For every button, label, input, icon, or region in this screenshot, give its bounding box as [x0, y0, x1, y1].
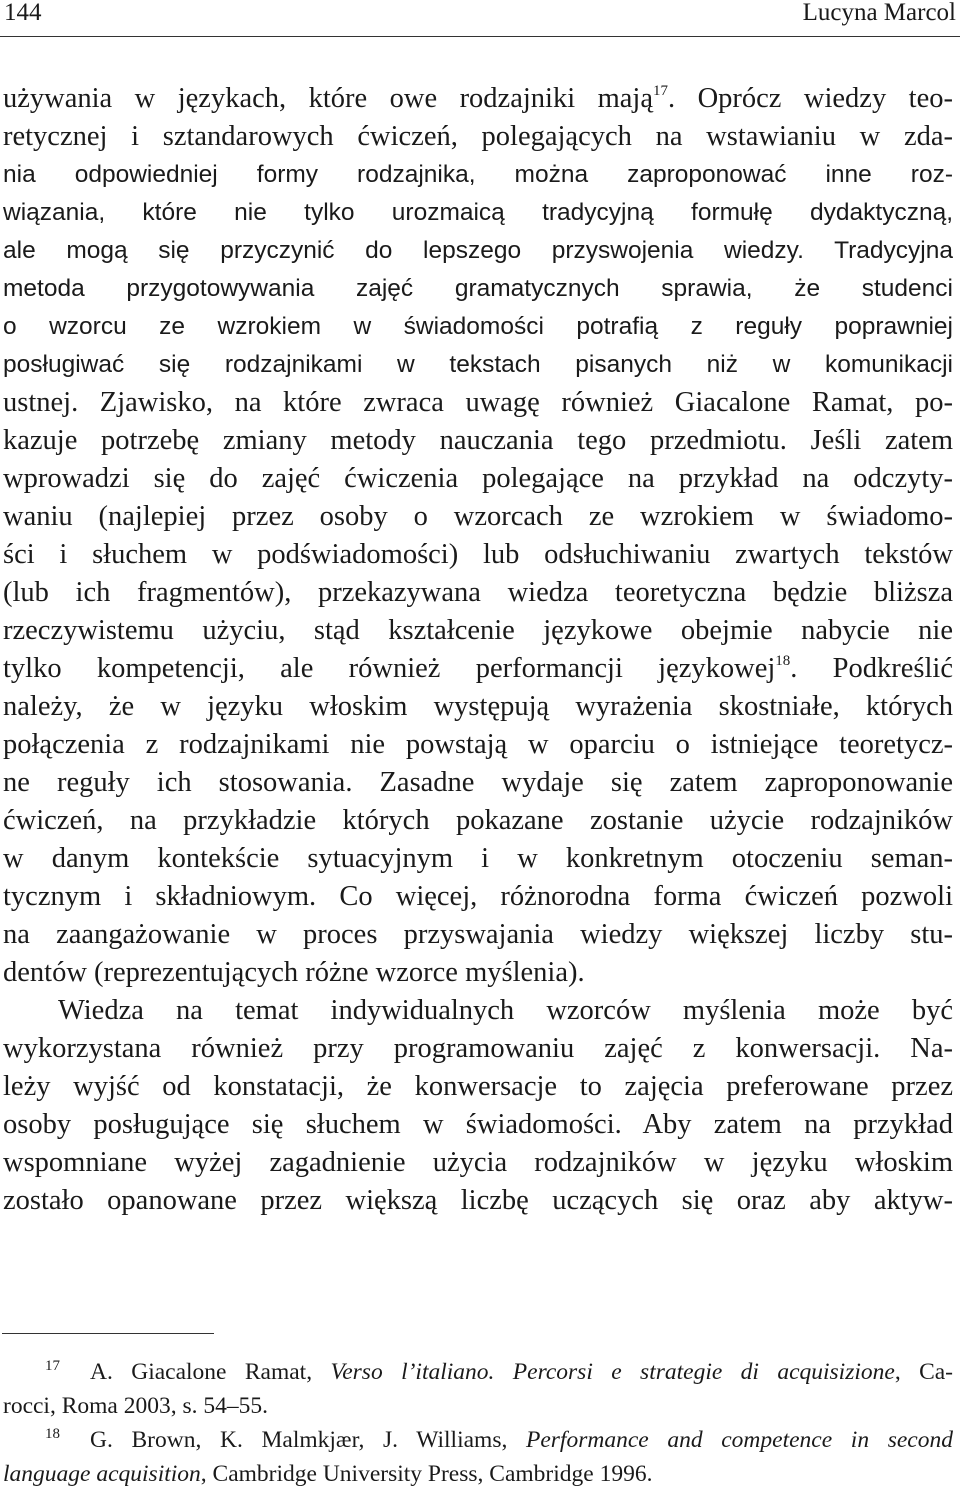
text-run: . Podkreślić — [790, 653, 953, 684]
text-line — [3, 194, 953, 232]
text-run: ści i słuchem w podświadomości) lub odsłuchiwaniu zwartych tekstów — [3, 539, 953, 570]
footnote-ref: 18 — [775, 653, 791, 669]
header-rule — [0, 36, 960, 37]
footnote-number: 18 — [45, 1426, 60, 1442]
running-head-author: Lucyna Marcol — [802, 0, 956, 26]
text-run: kazuje potrzebę zmiany metody nauczania tego przedmiotu. Jeśli zatem — [3, 425, 953, 456]
text-line — [3, 650, 953, 688]
footnote-title: Verso l’italiano. Percorsi e strategie di acquisizione — [330, 1359, 895, 1385]
text-run: waniu (najlepiej przez osoby o wzorcach ze wzrokiem w świadomo- — [3, 501, 953, 532]
footnote-line — [3, 1389, 953, 1423]
text-line — [3, 1106, 953, 1144]
text-run: . Oprócz wiedzy teo- — [667, 83, 953, 114]
text-run: osoby posługujące się słuchem w świadomości. Aby zatem na przykład — [3, 1109, 953, 1140]
footnote-rule — [2, 1333, 214, 1334]
text-run: nia odpowiedniej formy rodzajnika, można zaproponować inne roz- — [3, 161, 953, 188]
text-line — [3, 498, 953, 536]
footnote-line — [3, 1355, 953, 1389]
text-run: należy, że w języku włoskim występują wyrażenia skostniałe, których — [3, 691, 953, 722]
text-line — [3, 308, 953, 346]
text-line — [3, 878, 953, 916]
text-line — [3, 384, 953, 422]
running-head — [4, 0, 956, 34]
text-line — [3, 574, 953, 612]
text-line — [3, 156, 953, 194]
footnotes — [3, 1355, 953, 1491]
text-run: tylko kompetencji, ale również performancji językowej — [3, 653, 776, 684]
text-line — [3, 270, 953, 308]
text-line — [3, 802, 953, 840]
text-line — [3, 460, 953, 498]
text-run: na zaangażowanie w proces przyswajania wiedzy większej liczby stu- — [3, 919, 953, 950]
text-line — [3, 422, 953, 460]
footnote-text: rocci, Roma 2003, s. 54–55. — [3, 1393, 268, 1419]
body-text — [3, 80, 953, 1220]
footnote-title: Performance and competence in second — [526, 1427, 953, 1453]
text-line — [3, 612, 953, 650]
text-run: retycznej i sztandarowych ćwiczeń, polegających na wstawianiu w zda- — [3, 121, 953, 152]
text-run: wykorzystana również przy programowaniu zajęć z konwersacji. Na- — [3, 1033, 953, 1064]
text-run: połączenia z rodzajnikami nie powstają w oparciu o istniejące teoretycz- — [3, 729, 953, 760]
text-run: Wiedza na temat indywidualnych wzorców myślenia może być — [58, 995, 953, 1026]
footnote-text: G. Brown, K. Malmkjær, J. Williams, — [90, 1427, 526, 1453]
text-line — [3, 1144, 953, 1182]
paragraph — [3, 992, 953, 1220]
text-line — [3, 1030, 953, 1068]
text-run: o wzorcu ze wzrokiem w świadomości potrafią z reguły poprawniej — [3, 313, 953, 340]
text-line — [3, 346, 953, 384]
text-line — [3, 916, 953, 954]
footnote-line — [3, 1457, 953, 1491]
text-line — [3, 840, 953, 878]
text-run: używania w językach, które owe rodzajniki mają — [3, 83, 653, 114]
footnote-text: A. Giacalone Ramat, — [90, 1359, 331, 1385]
text-run: rzeczywistemu użyciu, stąd kształcenie językowe obejmie nabycie nie — [3, 615, 953, 646]
text-run: ne reguły ich stosowania. Zasadne wydaje się zatem zaproponowanie — [3, 767, 953, 798]
text-run: metoda przygotowywania zajęć gramatycznych sprawia, że studenci — [3, 275, 953, 302]
text-line — [3, 954, 953, 992]
text-run: ćwiczeń, na przykładzie których pokazane zostanie użycie rodzajników — [3, 805, 953, 836]
footnote-title: language acquisition — [3, 1461, 201, 1487]
text-line — [3, 1068, 953, 1106]
footnote-text: , Cambridge University Press, Cambridge 1996. — [200, 1461, 653, 1487]
text-line — [3, 1182, 953, 1220]
text-run: zostało opanowane przez większą liczbę uczących się oraz aby aktyw- — [3, 1185, 953, 1216]
text-run: tycznym i składniowym. Co więcej, różnorodna forma ćwiczeń pozwoli — [3, 881, 953, 912]
text-run: wspomniane wyżej zagadnienie użycia rodzajników w języku włoskim — [3, 1147, 953, 1178]
text-line — [3, 232, 953, 270]
text-run: leży wyjść od konstatacji, że konwersacje to zajęcia preferowane przez — [3, 1071, 953, 1102]
text-run: (lub ich fragmentów), przekazywana wiedza teoretyczna będzie bliższa — [3, 577, 953, 608]
text-line — [3, 992, 953, 1030]
text-line — [3, 118, 953, 156]
text-run: wprowadzi się do zajęć ćwiczenia polegające na przykład na odczyty- — [3, 463, 953, 494]
text-line — [3, 536, 953, 574]
text-line — [3, 688, 953, 726]
text-line — [3, 726, 953, 764]
footnote-ref: 17 — [652, 83, 668, 99]
text-run: ustnej. Zjawisko, na które zwraca uwagę również Giacalone Ramat, po- — [3, 387, 953, 418]
text-run: dentów (reprezentujących różne wzorce myślenia). — [3, 957, 585, 988]
footnote-line — [3, 1423, 953, 1457]
footnote-text: , Ca- — [894, 1359, 953, 1385]
text-line — [3, 764, 953, 802]
text-run: ale mogą się przyczynić do lepszego przyswojenia wiedzy. Tradycyjna — [3, 237, 953, 264]
paragraph — [3, 80, 953, 992]
text-run: w danym kontekście sytuacyjnym i w konkretnym otoczeniu seman- — [3, 843, 953, 874]
text-run: wiązania, które nie tylko urozmaicą tradycyjną formułę dydaktyczną, — [3, 199, 953, 226]
page-number: 144 — [4, 0, 42, 26]
text-run: posługiwać się rodzajnikami w tekstach pisanych niż w komunikacji — [3, 351, 953, 378]
footnote-number: 17 — [45, 1358, 60, 1374]
text-line — [3, 80, 953, 118]
